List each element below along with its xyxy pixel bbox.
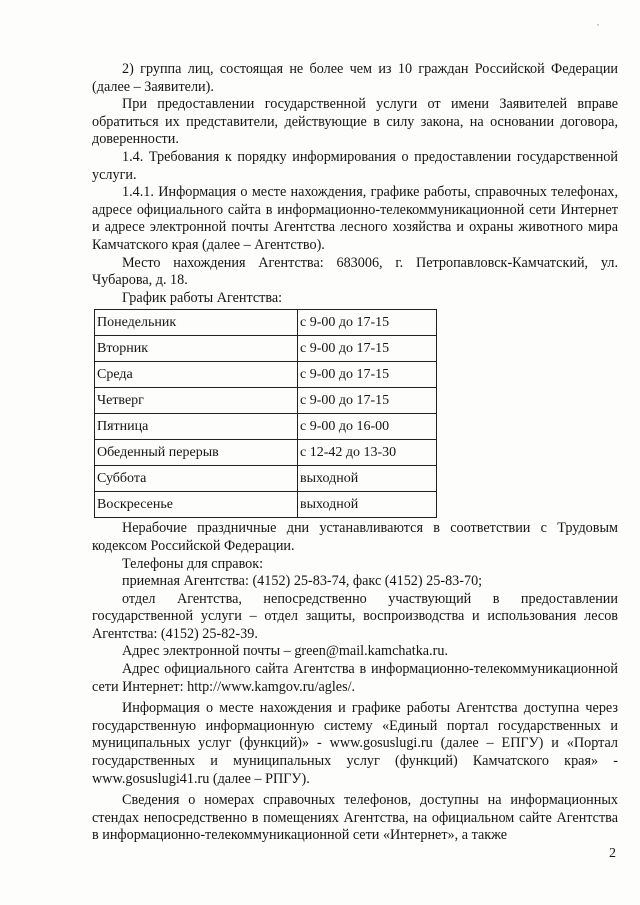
document-page xyxy=(92,61,618,845)
schedule-day: Вторник xyxy=(95,336,298,362)
table-row xyxy=(95,414,437,440)
schedule-day: Суббота xyxy=(95,466,298,492)
table-row xyxy=(95,440,437,466)
schedule-hours: с 9-00 до 17-15 xyxy=(298,336,437,362)
schedule-day: Воскресенье xyxy=(95,492,298,518)
paragraph-website: Адрес официального сайта Агентства в информационно-телекоммуникационной сети Интернет: http://www.kamgov.ru/agles/. xyxy=(92,661,618,695)
schedule-hours: с 9-00 до 16-00 xyxy=(298,414,437,440)
paragraph-reference-info: Сведения о номерах справочных телефонов, доступны на информационных стендах непосредственно в помещениях Агентства, на официальном сайте Агентства в информационно-телекоммуникационной сети «Интернет», а также xyxy=(92,792,618,844)
schedule-day: Пятница xyxy=(95,414,298,440)
paragraph-applicants: 2) группа лиц, состоящая не более чем из 10 граждан Российской Федерации (далее – Заявители). xyxy=(92,61,618,95)
paragraph-section-1-4: 1.4. Требования к порядку информирования о предоставлении государственной услуги. xyxy=(92,148,618,183)
schedule-hours: с 12-42 до 13-30 xyxy=(298,440,437,466)
schedule-day: Понедельник xyxy=(95,310,298,336)
page-number: 2 xyxy=(609,846,616,861)
paragraph-portals: Информация о месте нахождения и графике работы Агентства доступна через государственную информационную систему «Единый портал государственных и муниципальных услуг (функций)» - www.gosuslugi.ru (далее – ЕПГУ) и «Портал государственных и муниципальных услуг (функций) Камчатского края» - www.gosuslugi41.ru (далее – РПГУ). xyxy=(92,700,618,787)
schedule-hours: выходной xyxy=(298,492,437,518)
paragraph-location: Место нахождения Агентства: 683006, г. Петропавловск-Камчатский, ул. Чубарова, д. 18. xyxy=(92,254,618,289)
paragraph-phones-heading: Телефоны для справок: xyxy=(122,555,264,572)
table-row xyxy=(95,466,437,492)
paragraph-section-1-4-1: 1.4.1. Информация о месте нахождения, графике работы, справочных телефонах, адресе официального сайта в информационно-телекоммуникационной сети Интернет и адресе электронной почты Агентства лесного хозяйства и охраны животного мира Камчатского края (далее – Агентство). xyxy=(92,184,618,253)
table-row xyxy=(95,388,437,414)
paragraph-representatives: При предоставлении государственной услуги от имени Заявителей вправе обратиться их представители, действующие в силу закона, на основании договора, доверенности. xyxy=(92,96,618,148)
table-row xyxy=(95,310,437,336)
table-row xyxy=(95,362,437,388)
corner-mark: , xyxy=(597,18,599,27)
schedule-day: Обеденный перерыв xyxy=(95,440,298,466)
schedule-day: Среда xyxy=(95,362,298,388)
paragraph-department-phone: отдел Агентства, непосредственно участвующий в предоставлении государственной услуги – отдел защиты, воспроизводства и использования лесов Агентства: (4152) 25-82-39. xyxy=(92,590,618,642)
table-row xyxy=(95,336,437,362)
schedule-day: Четверг xyxy=(95,388,298,414)
table-row xyxy=(95,492,437,518)
paragraph-email: Адрес электронной почты – green@mail.kamchatka.ru. xyxy=(122,643,449,660)
schedule-hours: выходной xyxy=(298,466,437,492)
paragraph-holidays: Нерабочие праздничные дни устанавливаются в соответствии с Трудовым кодексом Российской Федерации. xyxy=(92,520,618,554)
paragraph-reception-phone: приемная Агентства: (4152) 25-83-74, факс (4152) 25-83-70; xyxy=(122,573,483,590)
schedule-hours: с 9-00 до 17-15 xyxy=(298,388,437,414)
paragraph-schedule-heading: График работы Агентства: xyxy=(122,289,283,306)
schedule-table xyxy=(94,309,437,518)
schedule-hours: с 9-00 до 17-15 xyxy=(298,310,437,336)
schedule-hours: с 9-00 до 17-15 xyxy=(298,362,437,388)
